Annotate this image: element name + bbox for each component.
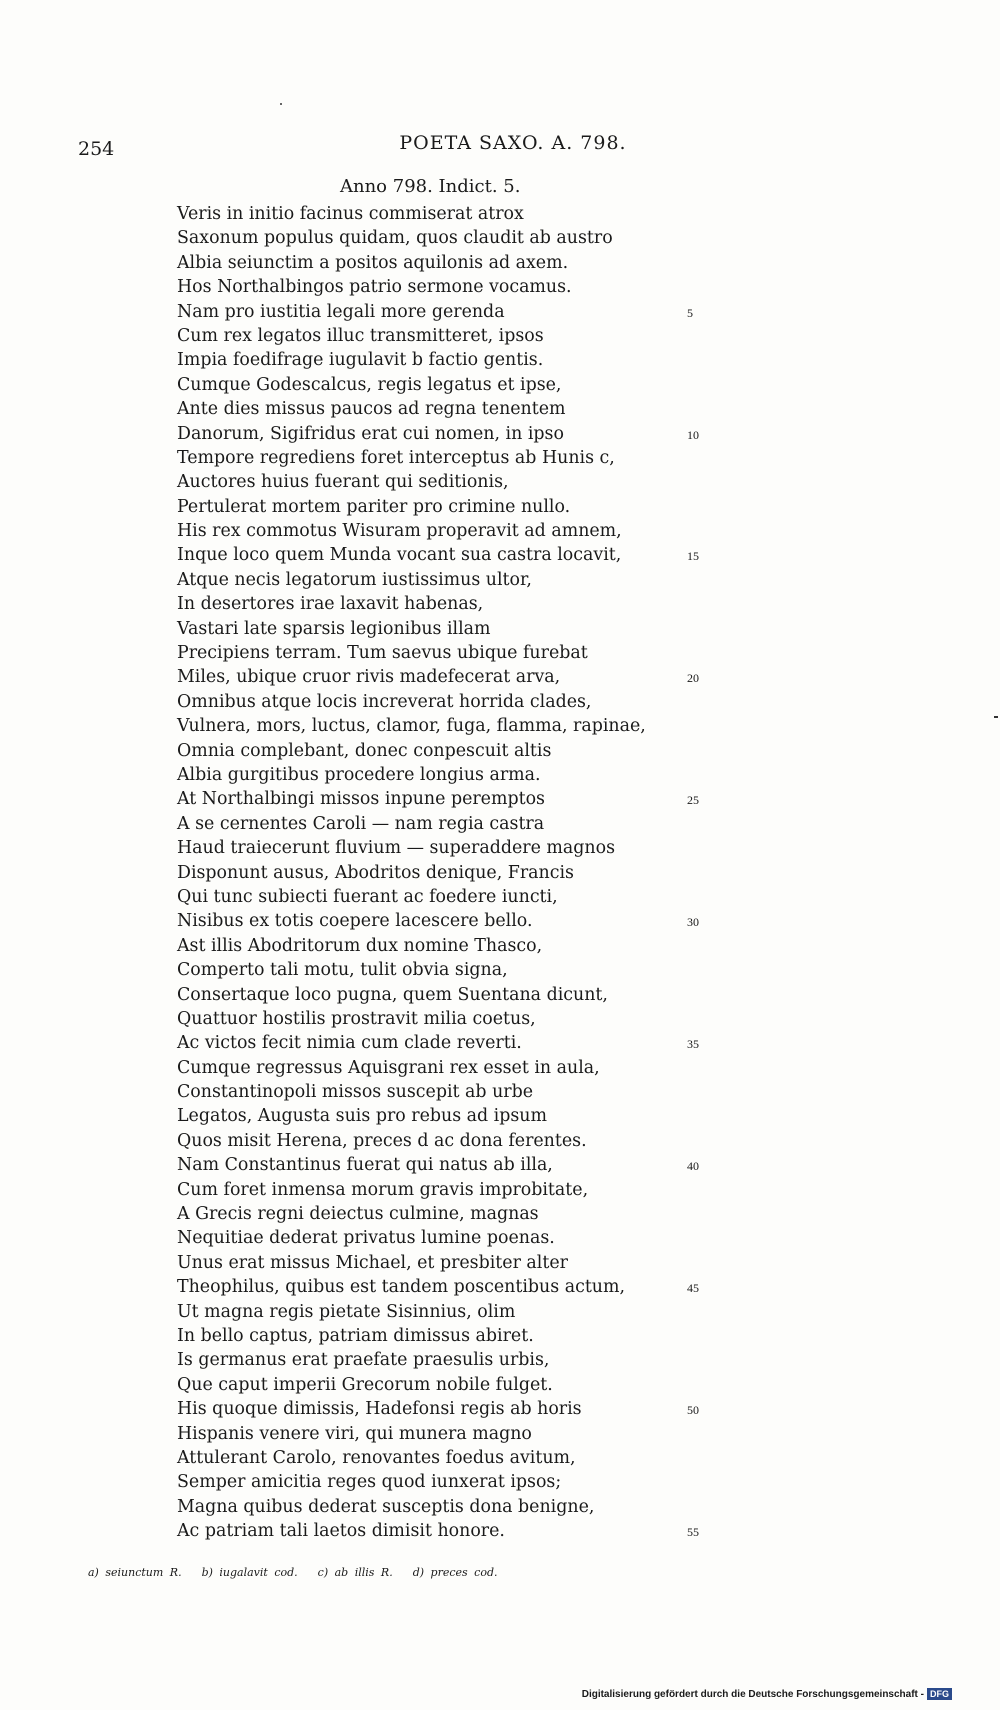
verse-text: Hos Northalbingos patrio sermone vocamus.	[177, 277, 572, 298]
verse-text: Vastari late sparsis legionibus illam	[177, 618, 491, 639]
verse-text: Ante dies missus paucos ad regna tenentem	[177, 399, 566, 420]
verse-line	[177, 812, 737, 836]
verse-line	[177, 1251, 737, 1275]
verse-line	[177, 1373, 737, 1397]
verse-text: Theophilus, quibus est tandem poscentibus actum,	[177, 1277, 626, 1298]
verse-line	[177, 519, 737, 543]
verse-line	[177, 617, 737, 641]
verse-text: Quattuor hostilis prostravit milia coetus,	[177, 1008, 536, 1029]
line-number: 5	[687, 305, 693, 320]
line-number: 10	[687, 427, 699, 442]
dfg-logo: DFG	[927, 1688, 952, 1700]
verse-text: Nequitiae dederat privatus lumine poenas.	[177, 1228, 555, 1249]
verse-line	[177, 251, 737, 275]
line-number: 50	[687, 1403, 699, 1418]
footnote: a) seiunctum R.	[88, 1566, 182, 1579]
verse-text: Nam pro iustitia legali more gerenda	[177, 301, 505, 322]
verse-line	[177, 665, 737, 689]
verse-line	[177, 909, 737, 933]
verse-line	[177, 373, 737, 397]
verse-text: Precipiens terram. Tum saevus ubique furebat	[177, 643, 588, 664]
verse-text: A se cernentes Caroli — nam regia castra	[177, 813, 545, 834]
verse-text: His rex commotus Wisuram properavit ad amnem,	[177, 521, 622, 542]
line-number: 40	[687, 1159, 699, 1174]
verse-line	[177, 397, 737, 421]
verse-text: Veris in initio facinus commiserat atrox	[177, 204, 524, 224]
verse-line	[177, 495, 737, 519]
verse-line	[177, 739, 737, 763]
verse-line	[177, 275, 737, 299]
verse-text: Magna quibus dederat susceptis dona benigne,	[177, 1496, 595, 1517]
verse-line	[177, 1324, 737, 1348]
verse-text: Omnia complebant, donec conpescuit altis	[177, 740, 552, 761]
verse-text: Saxonum populus quidam, quos claudit ab austro	[177, 228, 613, 249]
verse-text: Pertulerat mortem pariter pro crimine nullo.	[177, 496, 571, 517]
verse-line	[177, 470, 737, 494]
verse-text: A Grecis regni deiectus culmine, magnas	[177, 1204, 539, 1225]
verse-line	[177, 592, 737, 616]
scan-speck	[280, 103, 282, 105]
verse-line	[177, 543, 737, 567]
verse-text: Ac victos fecit nimia cum clade reverti.	[177, 1033, 522, 1054]
section-heading: Anno 798. Indict. 5.	[340, 176, 521, 197]
verse-text: Cumque Godescalcus, regis legatus et ipse,	[177, 374, 562, 395]
verse-line	[177, 422, 737, 446]
verse-line	[177, 348, 737, 372]
footnote: b) iugalavit cod.	[201, 1566, 298, 1579]
verse-text: Miles, ubique cruor rivis madefecerat arva,	[177, 667, 561, 688]
verse-line	[177, 983, 737, 1007]
line-number: 25	[687, 793, 699, 808]
verse-text: Albia seiunctim a positos aquilonis ad axem.	[177, 252, 569, 273]
verse-text: Nam Constantinus fuerat qui natus ab illa,	[177, 1155, 553, 1176]
verse-text: Unus erat missus Michael, et presbiter alter	[177, 1252, 568, 1273]
verse-line	[177, 1178, 737, 1202]
verse-text: Comperto tali motu, tulit obvia signa,	[177, 960, 508, 981]
verse-text: Legatos, Augusta suis pro rebus ad ipsum	[177, 1106, 547, 1127]
verse-text: Ast illis Abodritorum dux nomine Thasco,	[177, 935, 543, 956]
verse-line	[177, 934, 737, 958]
verse-line	[177, 1031, 737, 1055]
verse-text: Is germanus erat praefate praesulis urbis,	[177, 1350, 550, 1371]
verse-text: Que caput imperii Grecorum nobile fulget.	[177, 1374, 553, 1395]
verse-line	[177, 690, 737, 714]
verse-text: Tempore regrediens foret interceptus ab Hunis c,	[177, 447, 615, 468]
verse-line	[177, 568, 737, 592]
verse-line	[177, 958, 737, 982]
verse-text: His quoque dimissis, Hadefonsi regis ab horis	[177, 1399, 582, 1420]
verse-text: Impia foedifrage iugulavit b factio gentis.	[177, 350, 544, 371]
page-number: 254	[78, 138, 115, 160]
verse-line	[177, 1104, 737, 1128]
verse-line	[177, 1007, 737, 1031]
verse-line	[177, 714, 737, 738]
verse-line	[177, 1300, 737, 1324]
verse-text: Nisibus ex totis coepere lacescere bello.	[177, 911, 533, 932]
verse-text: Qui tunc subiecti fuerant ac foedere iuncti,	[177, 886, 558, 907]
verse-line	[177, 1348, 737, 1372]
verse-text: Atque necis legatorum iustissimus ultor,	[177, 569, 532, 590]
line-number: 20	[687, 671, 699, 686]
verse-text: Semper amicitia reges quod iunxerat ipsos;	[177, 1472, 562, 1493]
verse-text: Quos misit Herena, preces d ac dona ferentes.	[177, 1130, 587, 1151]
verse-text: Cum rex legatos illuc transmitteret, ipsos	[177, 325, 544, 346]
verse-line	[177, 1226, 737, 1250]
verse-line	[177, 1056, 737, 1080]
verse-line	[177, 763, 737, 787]
credit-text: Digitalisierung gefördert durch die Deutsche Forschungsgemeinschaft -	[581, 1688, 924, 1700]
verse-line	[177, 226, 737, 250]
verse-line	[177, 324, 737, 348]
verse-text: Cum foret inmensa morum gravis improbitate,	[177, 1179, 589, 1200]
verse-line	[177, 787, 737, 811]
verse-text: Cumque regressus Aquisgrani rex esset in aula,	[177, 1057, 600, 1078]
verse-text: Omnibus atque locis increverat horrida clades,	[177, 691, 592, 712]
verse-line	[177, 1495, 737, 1519]
verse-text: Disponunt ausus, Abodritos denique, Francis	[177, 862, 574, 883]
verse-text: Ut magna regis pietate Sisinnius, olim	[177, 1301, 516, 1322]
verse-line	[177, 1153, 737, 1177]
verse-text: Danorum, Sigifridus erat cui nomen, in ipso	[177, 423, 564, 444]
verse-text: Vulnera, mors, luctus, clamor, fuga, flamma, rapinae,	[177, 716, 646, 737]
verse-text: Inque loco quem Munda vocant sua castra locavit,	[177, 545, 622, 566]
line-number: 55	[687, 1525, 699, 1540]
verse-line	[177, 300, 737, 324]
verse-text: Albia gurgitibus procedere longius arma.	[177, 764, 541, 785]
verse-text: Auctores huius fuerant qui seditionis,	[177, 472, 509, 493]
digitization-credit	[582, 1688, 952, 1700]
verse-line	[177, 446, 737, 470]
verse-line	[177, 1397, 737, 1421]
footnote: d) preces cod.	[412, 1566, 498, 1579]
line-number: 45	[687, 1281, 699, 1296]
verse-text: In desertores irae laxavit habenas,	[177, 594, 484, 615]
running-title: POETA SAXO. A. 798.	[399, 132, 627, 154]
verse-text: Consertaque loco pugna, quem Suentana dicunt,	[177, 984, 608, 1005]
verse-text: Ac patriam tali laetos dimisit honore.	[177, 1521, 505, 1542]
verse-text: At Northalbingi missos inpune peremptos	[177, 789, 545, 810]
line-number: 35	[687, 1037, 699, 1052]
footnotes	[88, 1566, 517, 1579]
verse-line	[177, 1275, 737, 1299]
verse-line	[177, 885, 737, 909]
line-number: 15	[687, 549, 699, 564]
verse-line	[177, 1129, 737, 1153]
verse-line	[177, 1202, 737, 1226]
line-number: 30	[687, 915, 699, 930]
verse-text: In bello captus, patriam dimissus abiret.	[177, 1325, 534, 1346]
verse-text: Haud traiecerunt fluvium — superaddere magnos	[177, 838, 616, 859]
verse-line	[177, 861, 737, 885]
verse-line	[177, 641, 737, 665]
verse-block	[177, 202, 737, 1543]
verse-text: Attulerant Carolo, renovantes foedus avitum,	[177, 1447, 576, 1468]
verse-line	[177, 1519, 737, 1543]
verse-text: Hispanis venere viri, qui munera magno	[177, 1423, 532, 1444]
verse-line	[177, 1080, 737, 1104]
verse-line	[177, 202, 737, 226]
margin-mark	[994, 716, 998, 718]
footnote: c) ab illis R.	[317, 1566, 393, 1579]
verse-line	[177, 1446, 737, 1470]
verse-line	[177, 1470, 737, 1494]
verse-text: Constantinopoli missos suscepit ab urbe	[177, 1082, 534, 1103]
verse-line	[177, 836, 737, 860]
verse-line	[177, 1422, 737, 1446]
